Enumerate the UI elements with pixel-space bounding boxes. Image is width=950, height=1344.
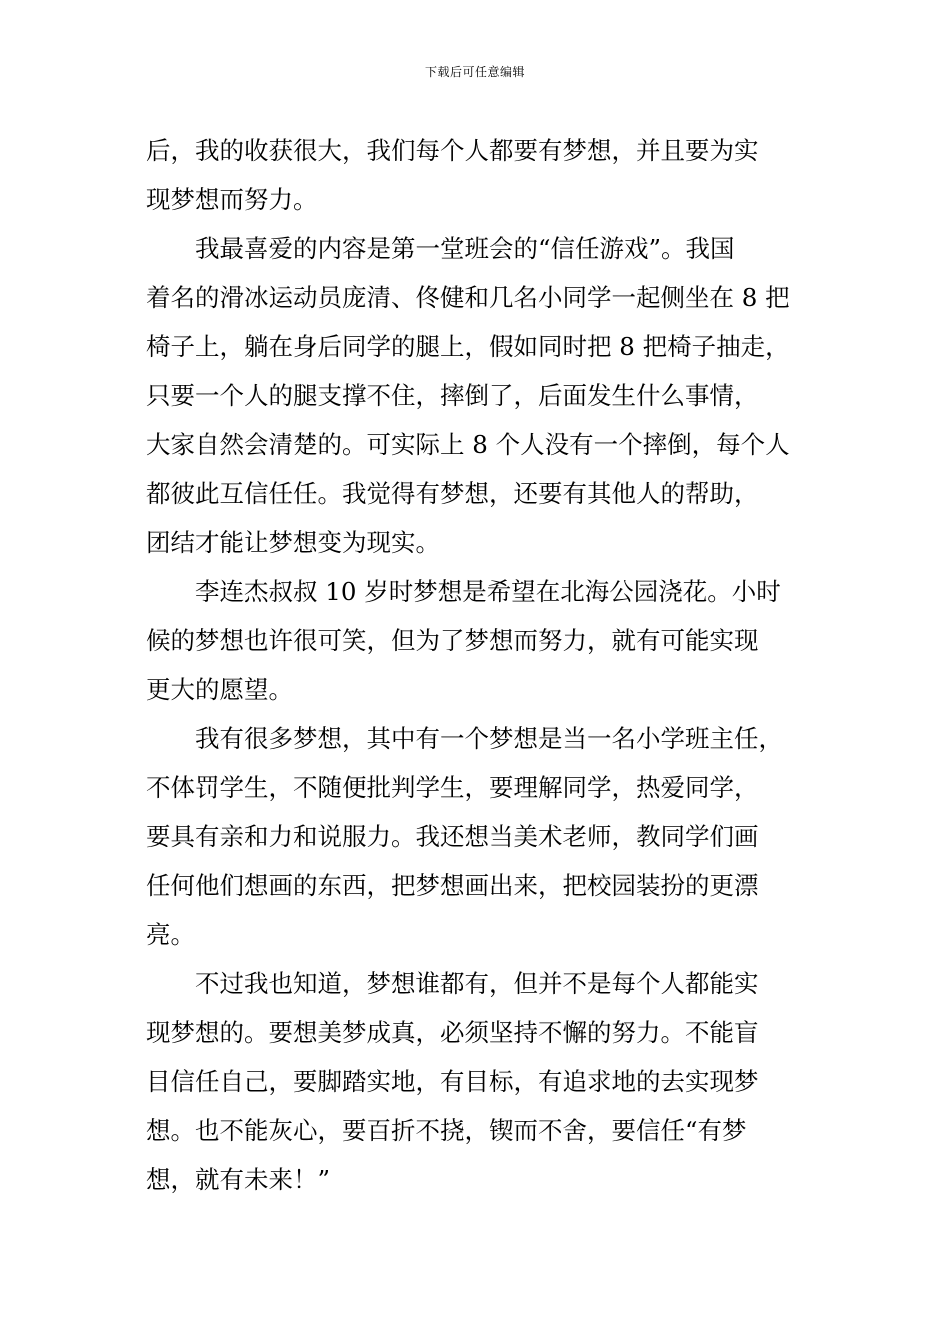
text-line: 我有很多梦想，其中有一个梦想是当一名小学班主任， [146,724,783,753]
text-line: 李连杰叔叔 10 岁时梦想是希望在北海公园浇花。小时 [146,577,781,606]
text-line: 想。也不能灰心，要百折不挠，锲而不舍，要信任“有梦 [146,1116,747,1145]
text-line: 只要一个人的腿支撑不住，摔倒了，后面发生什么事情， [146,381,759,410]
text-line: 不体罚学生，不随便批判学生，要理解同学，热爱同学， [146,773,759,802]
text-line: 现梦想的。要想美梦成真，必须坚持不懈的努力。不能盲 [146,1018,759,1047]
text-line: 要具有亲和力和说服力。我还想当美术老师，教同学们画 [146,822,759,851]
text-line: 候的梦想也许很可笑，但为了梦想而努力，就有可能实现 [146,626,759,655]
document-body [146,126,810,1204]
text-line: 我最喜爱的内容是第一堂班会的“信任游戏”。我国 [146,234,735,263]
text-line: 椅子上，躺在身后同学的腿上，假如同时把 8 把椅子抽走， [146,332,790,361]
text-line: 团结才能让梦想变为现实。 [146,528,440,557]
text-line: 现梦想而努力。 [146,185,318,214]
page-header: 下载后可任意编辑 [424,65,525,79]
text-line: 后，我的收获很大，我们每个人都要有梦想，并且要为实 [146,136,759,165]
text-line: 不过我也知道，梦想谁都有，但并不是每个人都能实 [146,969,759,998]
text-line: 都彼此互信任任。我觉得有梦想，还要有其他人的帮助， [146,479,759,508]
text-line: 想，就有未来！” [146,1165,331,1194]
text-line: 任何他们想画的东西，把梦想画出来，把校园装扮的更漂 [146,871,759,900]
text-line: 亮。 [146,920,195,949]
text-line: 大家自然会清楚的。可实际上 8 个人没有一个摔倒，每个人 [146,430,790,459]
text-line: 更大的愿望。 [146,675,293,704]
text-line: 目信任自己，要脚踏实地，有目标，有追求地的去实现梦 [146,1067,759,1096]
text-line: 着名的滑冰运动员庞清、佟健和几名小同学一起侧坐在 8 把 [146,283,790,312]
